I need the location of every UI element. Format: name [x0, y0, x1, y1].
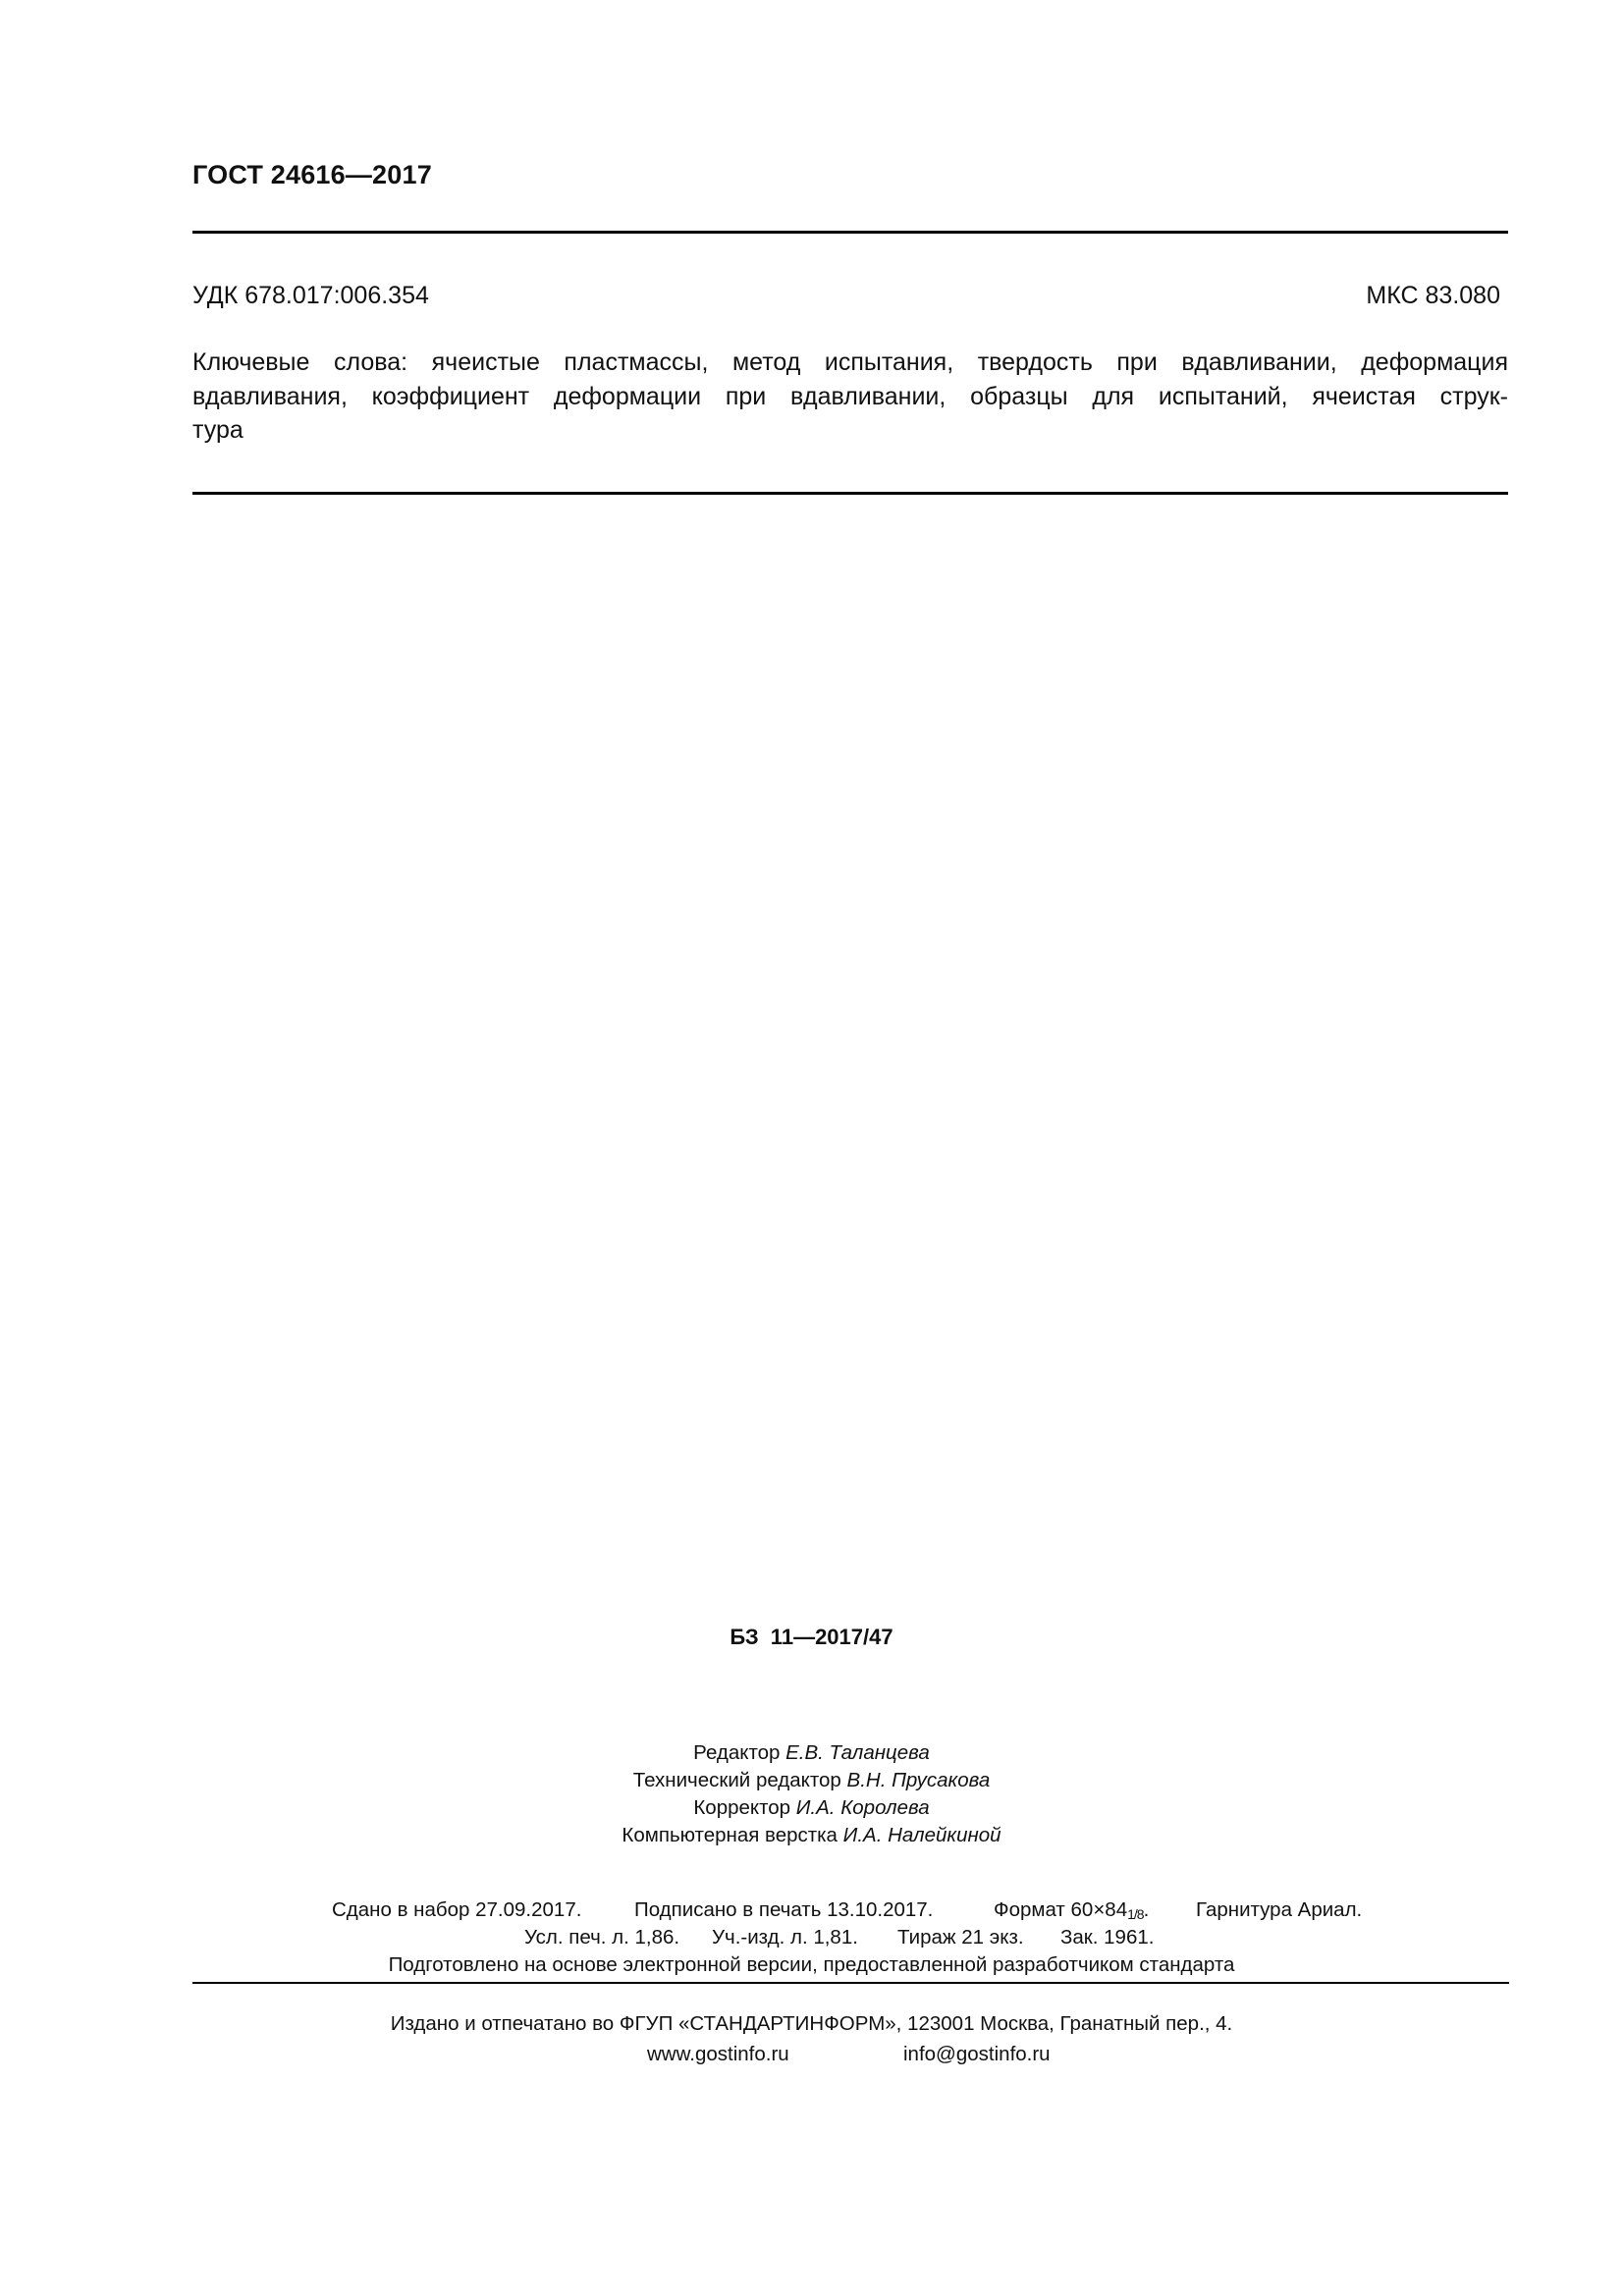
paper-format: Формат 60×841/8. — [994, 1898, 1150, 1922]
print-row-1 — [0, 1896, 1623, 1924]
print-row-2 — [0, 1924, 1623, 1951]
circulation: Тираж 21 экз. — [897, 1926, 1024, 1949]
print-details — [0, 1896, 1623, 1979]
credit-name: И.А. Королева — [795, 1796, 930, 1819]
udk-code: УДК 678.017:006.354 — [192, 282, 429, 309]
conv-print-sheets: Усл. печ. л. 1,86. — [524, 1926, 680, 1949]
typeface: Гарнитура Ариал. — [1196, 1898, 1363, 1921]
header-divider — [192, 231, 1508, 234]
keywords-line: вдавливания, коэффициент деформации при вдавливании, образцы для испытаний, ячеистая струк- — [192, 382, 1508, 410]
credit-layout: Компьютерная верстка И.А. Налейкиной — [622, 1824, 1001, 1846]
credit-name: И.А. Налейкиной — [842, 1824, 1001, 1846]
mks-code: МКС 83.080 — [1366, 282, 1500, 309]
bz-number: БЗ 11—2017/47 — [730, 1625, 893, 1649]
submitted-date: Сдано в набор 27.09.2017. — [332, 1898, 582, 1921]
order-number: Зак. 1961. — [1060, 1926, 1155, 1949]
document-code: ГОСТ 24616—2017 — [192, 160, 432, 189]
email-link[interactable]: info@gostinfo.ru — [903, 2043, 1051, 2065]
website-link[interactable]: www.gostinfo.ru — [647, 2043, 789, 2065]
credit-name: В.Н. Прусакова — [846, 1769, 991, 1791]
keywords-line: Ключевые слова: ячеистые пластмассы, метод испытания, твердость при вдавливании, деформация — [192, 348, 1508, 376]
pub-sheets: Уч.-изд. л. 1,81. — [712, 1926, 858, 1949]
publisher-divider — [192, 1982, 1509, 1984]
credit-name: Е.В. Таланцева — [785, 1741, 930, 1764]
keywords-block — [192, 346, 1508, 448]
publisher-block — [0, 2008, 1623, 2069]
credits-block — [0, 1739, 1623, 1849]
keywords-divider — [192, 492, 1508, 495]
credit-editor: Редактор Е.В. Таланцева — [693, 1741, 930, 1764]
keywords-line: тура — [192, 416, 243, 444]
publisher-contacts — [0, 2039, 1623, 2069]
prepared-note: Подготовлено на основе электронной версии, предоставленной разработчиком стандарта — [388, 1953, 1235, 1976]
credit-tech-editor: Технический редактор В.Н. Прусакова — [632, 1769, 991, 1791]
publisher-line: Издано и отпечатано во ФГУП «СТАНДАРТИНФОРМ», 123001 Москва, Гранатный пер., 4. — [390, 2012, 1233, 2035]
print-row-3 — [0, 1951, 1623, 1979]
credit-corrector: Корректор И.А. Королева — [693, 1796, 930, 1819]
signed-date: Подписано в печать 13.10.2017. — [634, 1898, 934, 1921]
